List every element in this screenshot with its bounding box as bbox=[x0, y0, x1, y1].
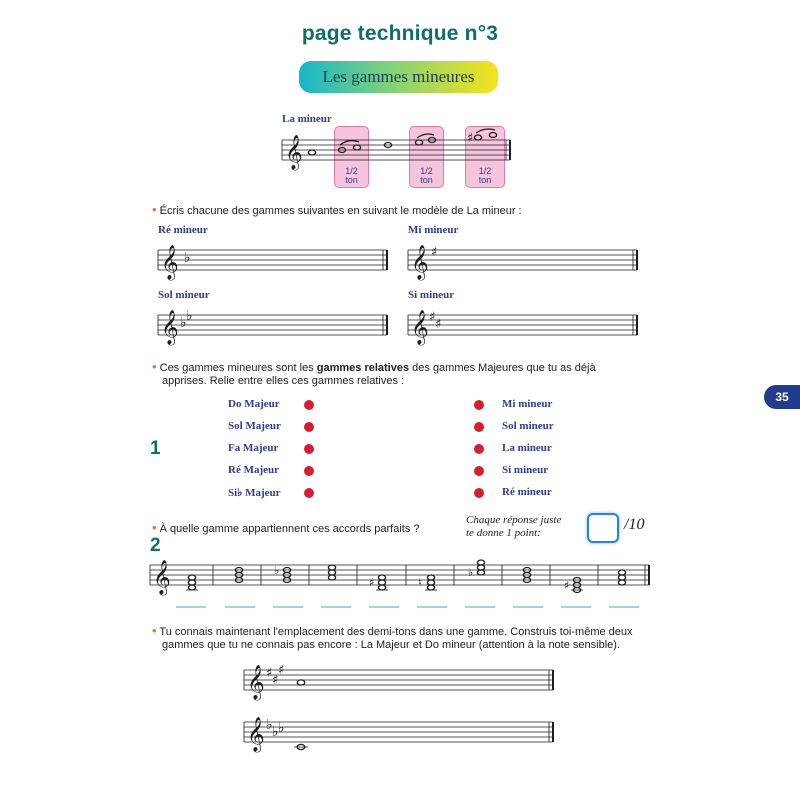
treble-clef-icon: 𝄞 bbox=[247, 665, 265, 700]
staff-la-majeur[interactable] bbox=[244, 658, 556, 703]
match-right-item: Sol mineur bbox=[502, 420, 554, 432]
svg-text:♭: ♭ bbox=[274, 564, 280, 577]
section-title-pill bbox=[299, 61, 498, 93]
match-left-dot[interactable] bbox=[304, 466, 314, 476]
staff-sol-mineur[interactable] bbox=[158, 303, 390, 348]
score-note: Chaque réponse juste te donne 1 point: bbox=[466, 514, 562, 539]
sharp-icon: ♯ bbox=[266, 666, 273, 681]
scale-label-sol-mineur: Sol mineur bbox=[158, 289, 210, 301]
svg-text:♯: ♯ bbox=[467, 131, 474, 146]
match-right-item: Ré mineur bbox=[502, 486, 552, 498]
staff-do-mineur[interactable] bbox=[244, 710, 556, 765]
exercise-1-instruction: • Écris chacune des gammes suivantes en suivant le modèle de La mineur : bbox=[152, 202, 522, 217]
chords-staff bbox=[150, 553, 650, 603]
sharp-icon: ♯ bbox=[429, 310, 436, 325]
svg-text:♭: ♭ bbox=[468, 566, 474, 579]
flat-icon: ♭ bbox=[186, 308, 193, 324]
answer-line[interactable] bbox=[273, 606, 303, 608]
flat-icon: ♭ bbox=[272, 724, 279, 740]
model-scale-label: La mineur bbox=[282, 113, 332, 125]
treble-clef-icon: 𝄞 bbox=[411, 310, 429, 345]
svg-text:♯: ♯ bbox=[564, 579, 570, 592]
answer-line[interactable] bbox=[369, 606, 399, 608]
flat-icon: ♭ bbox=[180, 315, 187, 331]
match-left-dot[interactable] bbox=[304, 444, 314, 454]
page-number-tab: 35 bbox=[764, 385, 800, 409]
match-right-dot[interactable] bbox=[474, 400, 484, 410]
answer-line[interactable] bbox=[176, 606, 206, 608]
flat-icon: ♭ bbox=[278, 720, 285, 736]
scale-label-mi-mineur: Mi mineur bbox=[408, 224, 459, 236]
match-left-dot[interactable] bbox=[304, 400, 314, 410]
match-right-dot[interactable] bbox=[474, 466, 484, 476]
answer-line[interactable] bbox=[321, 606, 351, 608]
match-left-item: Do Majeur bbox=[228, 398, 280, 410]
answer-line[interactable] bbox=[417, 606, 447, 608]
match-left-item: Ré Majeur bbox=[228, 464, 280, 476]
match-right-item: Si mineur bbox=[502, 464, 549, 476]
scale-label-si-mineur: Si mineur bbox=[408, 289, 455, 301]
answer-line[interactable] bbox=[609, 606, 639, 608]
treble-clef-icon: 𝄞 bbox=[247, 717, 265, 752]
section-title: Les gammes mineures bbox=[322, 67, 475, 86]
match-right-dot[interactable] bbox=[474, 488, 484, 498]
match-right-item: La mineur bbox=[502, 442, 552, 454]
answer-line[interactable] bbox=[225, 606, 255, 608]
half-tone-box-3: 1/2 ton bbox=[465, 126, 505, 188]
sharp-icon: ♯ bbox=[272, 673, 279, 688]
match-left-dot[interactable] bbox=[304, 488, 314, 498]
page-title: page technique n°3 bbox=[301, 22, 499, 45]
exercise-number-2: 2 bbox=[150, 535, 161, 556]
sharp-icon: ♯ bbox=[431, 245, 438, 260]
staff-re-mineur[interactable] bbox=[158, 238, 390, 283]
staff-si-mineur[interactable] bbox=[408, 303, 640, 348]
match-left-item: Fa Majeur bbox=[228, 442, 279, 454]
match-left-item: Sol Majeur bbox=[228, 420, 281, 432]
match-left-item: Si♭ Majeur bbox=[228, 487, 281, 499]
model-staff bbox=[282, 128, 514, 178]
score-box[interactable] bbox=[587, 513, 619, 543]
treble-clef-icon: 𝄞 bbox=[411, 245, 429, 280]
exercise-4-instruction: • Tu connais maintenant l'emplacement des demi-tons dans une gamme. Construis toi-même deux gammes que tu ne connais pas encore : La Majeur et Do mineur (attention à la note sensible). bbox=[152, 623, 633, 651]
exercise-3-instruction: • À quelle gamme appartiennent ces accords parfaits ? bbox=[152, 520, 420, 535]
svg-text:♮: ♮ bbox=[418, 576, 422, 589]
treble-clef-icon: 𝄞 bbox=[285, 135, 303, 170]
half-tone-box-2: 1/2 ton bbox=[409, 126, 444, 188]
treble-clef-icon: 𝄞 bbox=[161, 245, 179, 280]
sharp-icon: ♯ bbox=[278, 663, 285, 678]
sharp-icon: ♯ bbox=[435, 317, 442, 332]
staff-mi-mineur[interactable] bbox=[408, 238, 640, 283]
match-right-dot[interactable] bbox=[474, 444, 484, 454]
score-total: /10 bbox=[624, 516, 645, 533]
treble-clef-icon: 𝄞 bbox=[161, 310, 179, 345]
treble-clef-icon: 𝄞 bbox=[153, 560, 171, 595]
match-right-item: Mi mineur bbox=[502, 398, 553, 410]
svg-text:♯: ♯ bbox=[369, 576, 375, 589]
answer-line[interactable] bbox=[513, 606, 543, 608]
half-tone-box-1: 1/2 ton bbox=[334, 126, 369, 188]
answer-line[interactable] bbox=[561, 606, 591, 608]
exercise-number-1: 1 bbox=[150, 438, 161, 459]
scale-label-re-mineur: Ré mineur bbox=[158, 224, 208, 236]
exercise-2-instruction: • Ces gammes mineures sont les gammes relatives des gammes Majeures que tu as déjà apprises. Relie entre elles ces gammes relatives : bbox=[152, 359, 596, 387]
match-left-dot[interactable] bbox=[304, 422, 314, 432]
flat-icon: ♭ bbox=[184, 250, 191, 266]
match-right-dot[interactable] bbox=[474, 422, 484, 432]
flat-icon: ♭ bbox=[266, 717, 273, 733]
answer-line[interactable] bbox=[465, 606, 495, 608]
